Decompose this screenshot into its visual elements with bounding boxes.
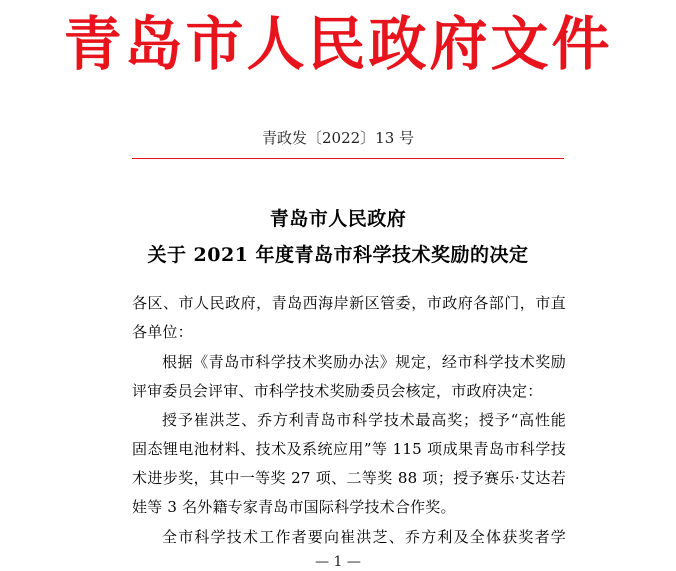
paragraph-line: 根据《青岛市科学技术奖励办法》规定，经市科学技术奖励 — [162, 353, 566, 371]
red-separator-line — [132, 158, 564, 159]
paragraph-line: 固态锂电池材料、技术及系统应用”等 115 项成果青岛市科学技 — [132, 440, 566, 458]
paragraph-line: 评审委员会评审、市科学技术奖励委员会核定，市政府决定： — [132, 382, 543, 400]
paragraph-line: 授予崔洪芝、乔方利青岛市科学技术最高奖；授予“高性能 — [162, 411, 566, 429]
document-number: 青政发〔2022〕13 号 — [261, 129, 415, 147]
page-number: — 1 — — [315, 554, 361, 570]
addressee-line: 各区、市人民政府，青岛西海岸新区管委，市政府各部门，市直 — [132, 294, 566, 312]
addressee-line: 各单位： — [132, 323, 193, 341]
paragraph-line: 全市科学技术工作者要向崔洪芝、乔方利及全体获奖者学 — [162, 528, 566, 546]
paragraph-line: 娃等 3 名外籍专家青岛市国际科学技术合作奖。 — [132, 498, 456, 516]
government-document-header: 青岛市人民政府文件 — [63, 10, 613, 78]
document-title-subject: 关于 2021 年度青岛市科学技术奖励的决定 — [147, 244, 529, 266]
document-title-issuer: 青岛市人民政府 — [269, 208, 407, 230]
paragraph-line: 术进步奖，其中一等奖 27 项、二等奖 88 项；授予赛乐·艾达若 — [132, 469, 566, 487]
